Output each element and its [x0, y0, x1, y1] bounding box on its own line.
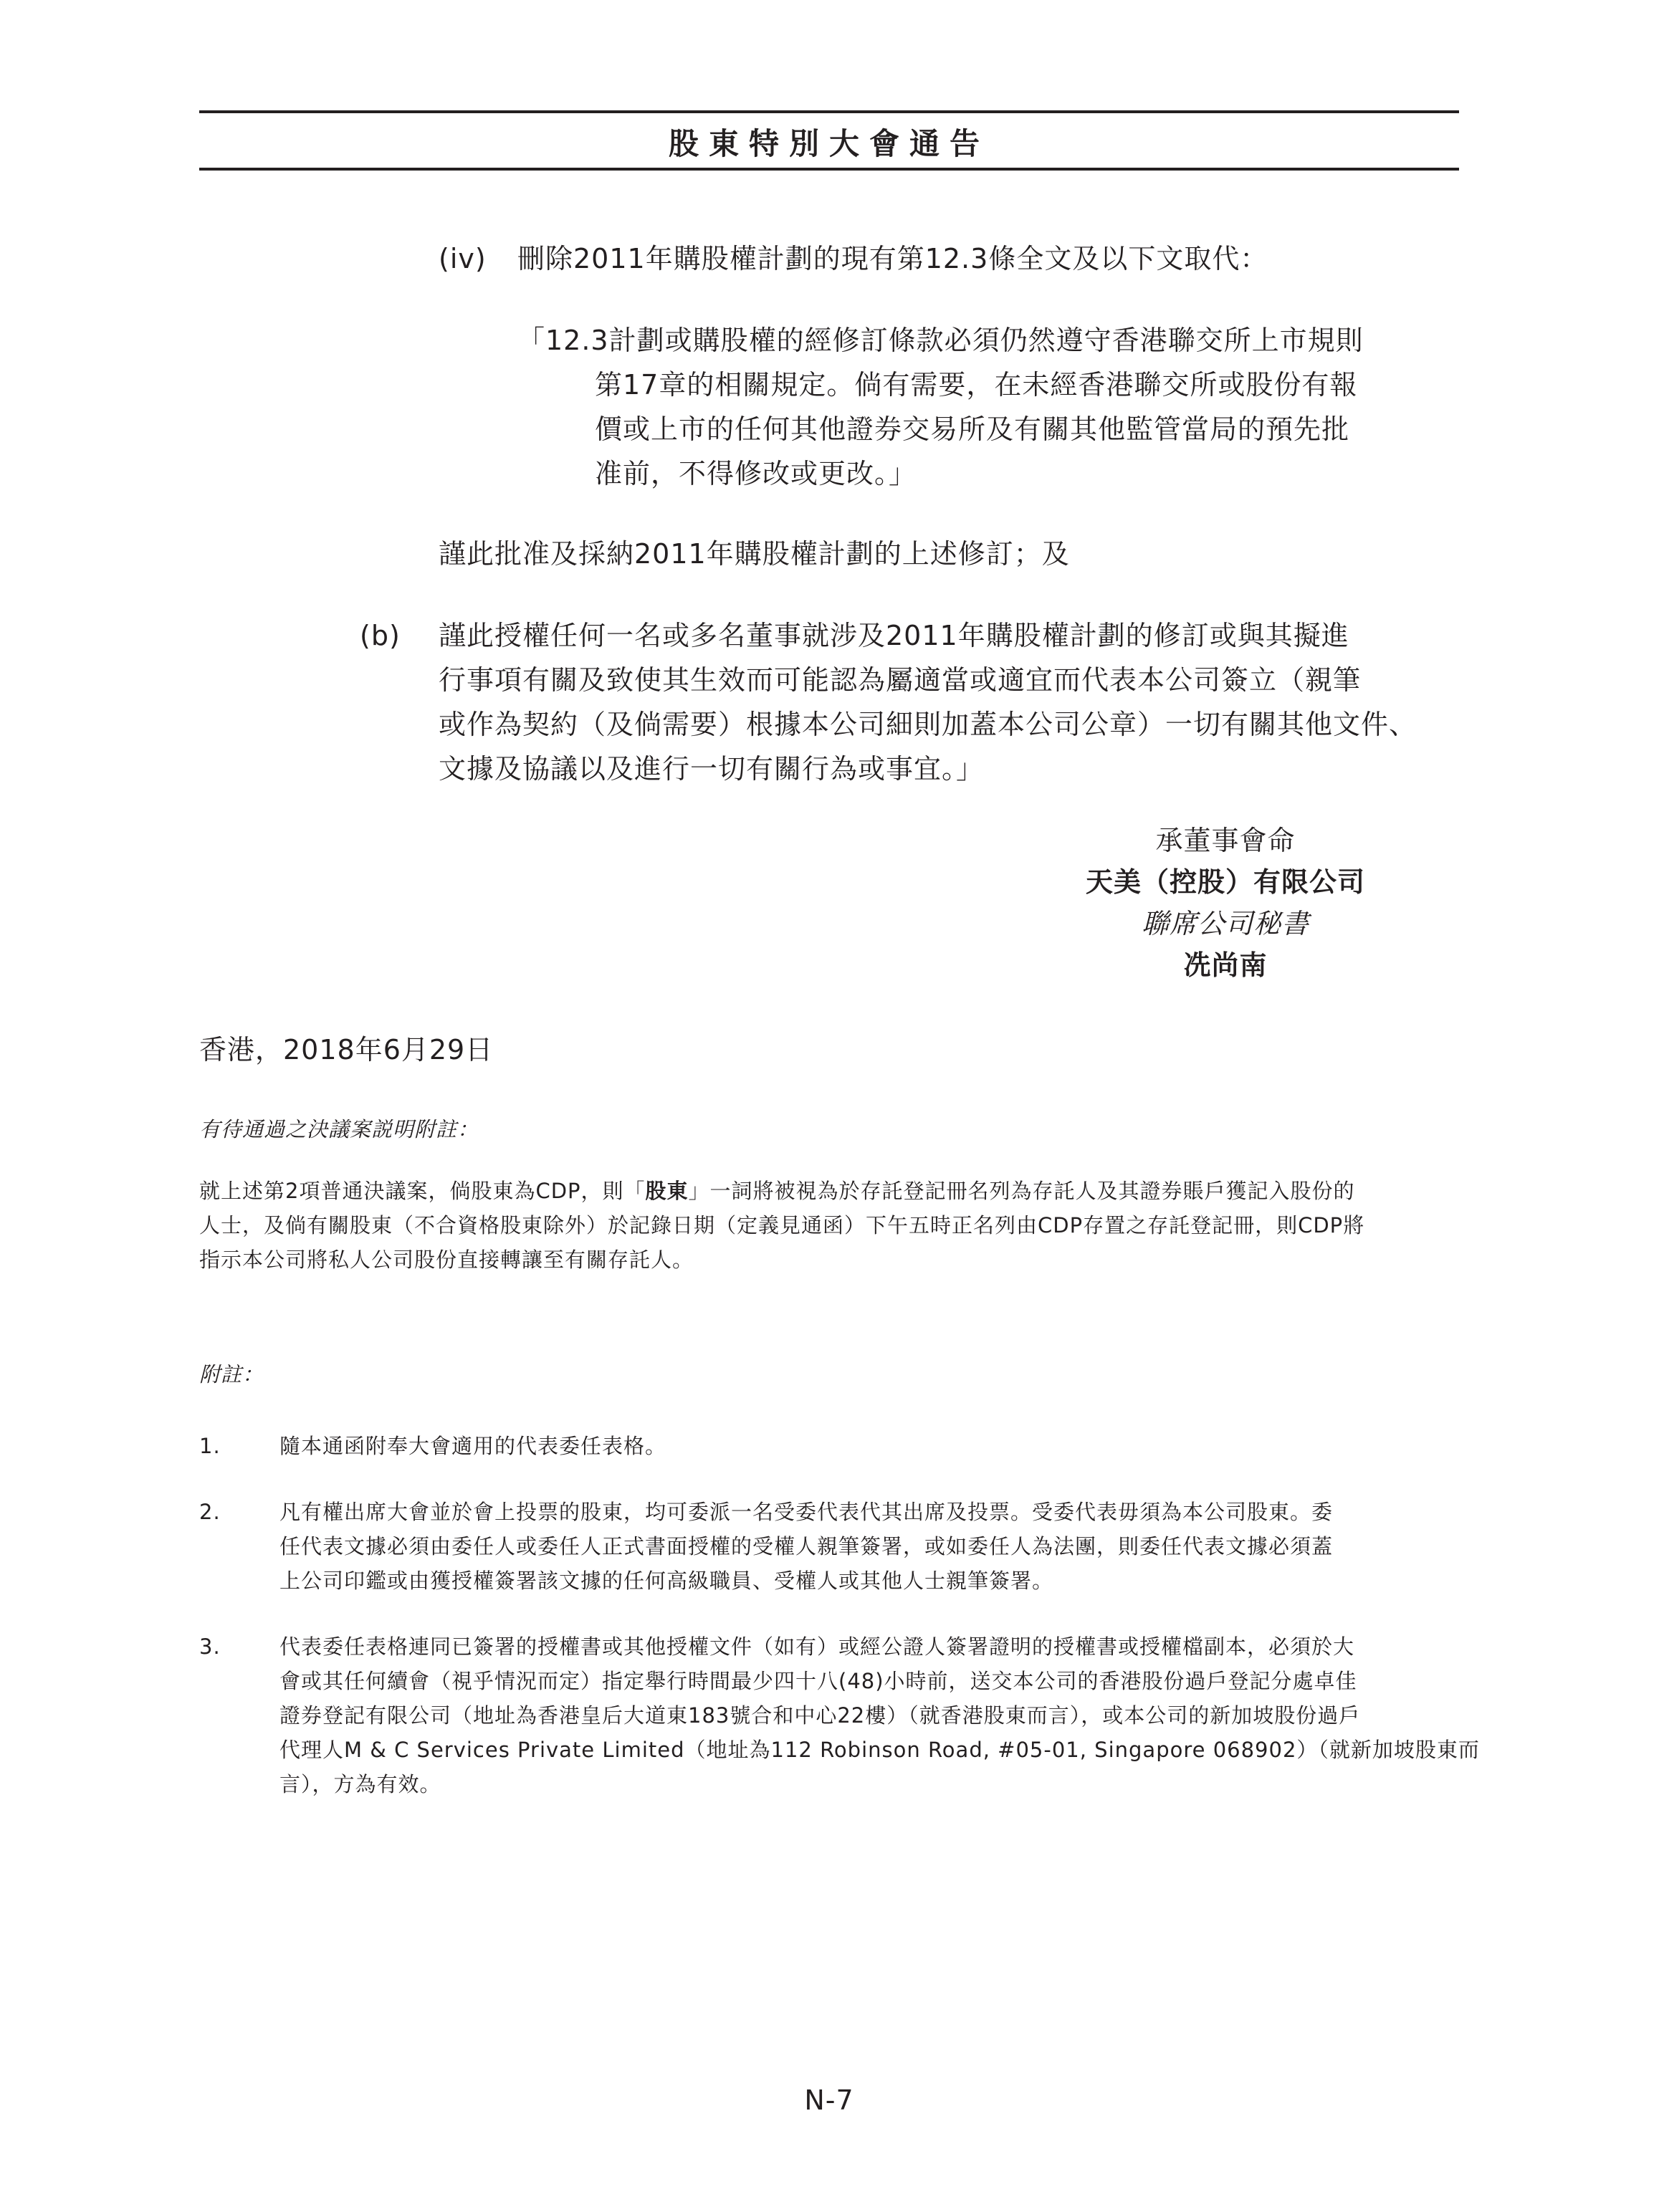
explanatory-line-1-post: 」一詞將被視為於存託登記冊名列為存託人及其證券賬戶獲記入股份的 [688, 1179, 1355, 1203]
signature-name: 冼尚南 [1183, 949, 1268, 981]
quote-line-3: 價或上市的任何其他證券交易所及有關其他監管當局的預先批 [595, 413, 1350, 445]
page-title: 股東特別大會通告 [668, 126, 990, 161]
signature-company: 天美（控股）有限公司 [1085, 866, 1365, 898]
explanatory-line-2: 人士，及倘有關股東（不合資格股東除外）於記錄日期（定義見通函）下午五時正名列由CDP存置之存託登記冊，則CDP將 [199, 1213, 1365, 1237]
note-3-line-1: 代表委任表格連同已簽署的授權書或其他授權文件（如有）或經公證人簽署證明的授權書或授權檔副本，必須於大 [279, 1634, 1355, 1659]
note-3-line-2: 會或其任何續會（視乎情況而定）指定舉行時間最少四十八(48)小時前，送交本公司的香港股份過戶登記分處卓佳 [279, 1669, 1357, 1693]
quote-line-4: 准前，不得修改或更改。」 [595, 458, 917, 489]
note-2-line-2: 任代表文據必須由委任人或委任人正式書面授權的受權人親筆簽署，或如委任人為法團，則委任代表文據必須蓋 [279, 1534, 1334, 1559]
item-b-line-3: 或作為契約（及倘需要）根據本公司細則加蓋本公司公章）一切有關其他文件、 [439, 709, 1417, 740]
explanatory-line-1-bold: 股東 [645, 1179, 689, 1203]
explanatory-line-3: 指示本公司將私人公司股份直接轉讓至有關存託人。 [199, 1248, 694, 1272]
note-2-line-3: 上公司印鑑或由獲授權簽署該文據的任何高級職員、受權人或其他人士親筆簽署。 [279, 1569, 1054, 1593]
signature-role: 聯席公司秘書 [1141, 908, 1309, 939]
item-b-line-2: 行事項有關及致使其生效而可能認為屬適當或適宜而代表本公司簽立（親筆 [439, 664, 1362, 696]
explanatory-line-1-pre: 就上述第2項普通決議案，倘股東為CDP，則「 [199, 1179, 646, 1203]
note-3-line-5: 言），方為有效。 [279, 1772, 441, 1796]
item-iv-label: (iv) [439, 243, 487, 274]
date-line: 香港，2018年6月29日 [199, 1034, 494, 1066]
note-3-line-3: 證券登記有限公司（地址為香港皇后大道東183號合和中心22樓）（就香港股東而言），或本公司的新加坡股份過戶 [279, 1703, 1361, 1728]
note-1-number: 1. [199, 1434, 221, 1458]
item-b-label: (b) [360, 620, 401, 651]
item-b-line-1: 謹此授權任何一名或多名董事就涉及2011年購股權計劃的修訂或與其擬進 [439, 620, 1349, 651]
header-bottom-rule [199, 168, 1459, 171]
explanatory-heading: 有待通過之決議案説明附註： [199, 1117, 479, 1141]
note-3-number: 3. [199, 1634, 221, 1659]
notes-heading: 附註： [199, 1362, 264, 1387]
quote-line-2: 第17章的相關規定。倘有需要，在未經香港聯交所或股份有報 [595, 369, 1358, 401]
item-iv-text: 刪除2011年購股權計劃的現有第12.3條全文及以下文取代： [517, 243, 1268, 274]
note-1-line-1: 隨本通函附奉大會適用的代表委任表格。 [279, 1434, 667, 1458]
approval-line: 謹此批准及採納2011年購股權計劃的上述修訂；及 [439, 538, 1070, 570]
note-3-line-4: 代理人M & C Services Private Limited（地址為112 Robinson Road, #05-01, Singapore 068902）（就新加坡股東而 [279, 1738, 1480, 1762]
page-number: N-7 [804, 2084, 854, 2116]
item-b-line-4: 文據及協議以及進行一切有關行為或事宜。」 [439, 753, 985, 785]
quote-line-1: 「12.3計劃或購股權的經修訂條款必須仍然遵守香港聯交所上市規則 [517, 325, 1364, 356]
note-2-number: 2. [199, 1500, 221, 1524]
note-2-line-1: 凡有權出席大會並於會上投票的股東，均可委派一名受委代表代其出席及投票。受委代表毋須為本公司股東。委 [279, 1500, 1334, 1524]
header-top-rule [199, 110, 1459, 113]
explanatory-line-1 [199, 1175, 1355, 1207]
signature-line1: 承董事會命 [1155, 825, 1296, 856]
